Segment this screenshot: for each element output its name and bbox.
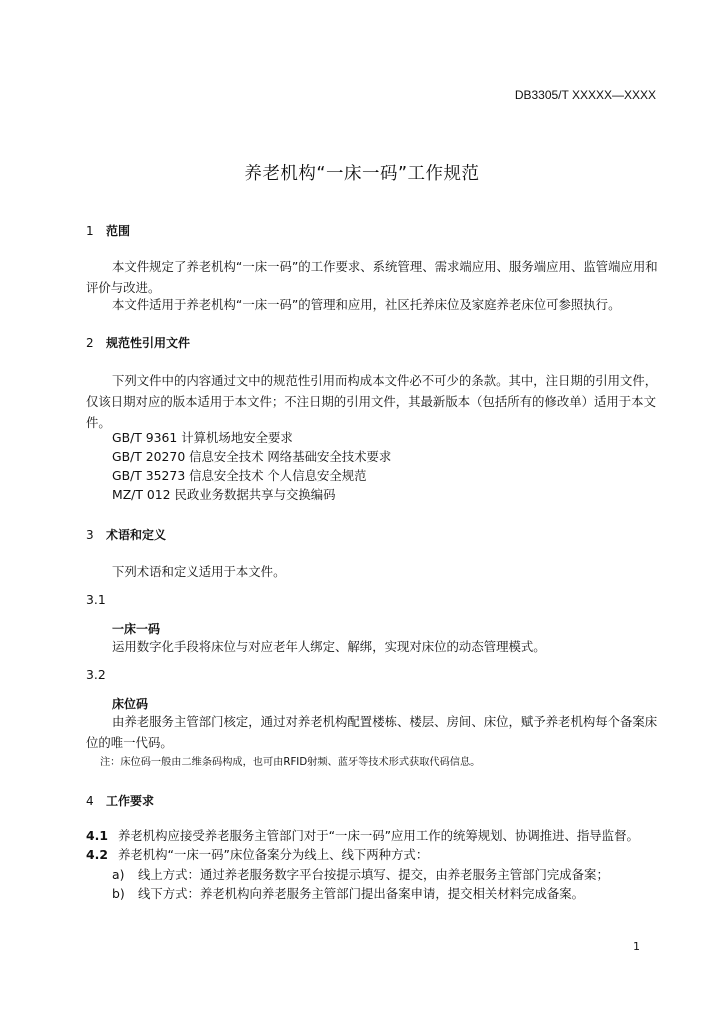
list-item <box>112 865 609 883</box>
section-title: 规范性引用文件 <box>106 336 191 350</box>
term-number: 3.1 <box>86 592 106 607</box>
section-heading-2 <box>86 334 190 351</box>
paragraph: 下列文件中的内容通过文中的规范性引用而构成本文件必不可少的条款。其中，注日期的引用文件，仅该日期对应的版本适用于本文件；不注日期的引用文件，其最新版本（包括所有的修改单）适用于本文件。 <box>86 373 658 430</box>
clause <box>86 826 639 844</box>
section-number: 1 <box>86 224 94 238</box>
paragraph: 下列术语和定义适用于本文件。 <box>112 564 286 579</box>
section-number: 4 <box>86 794 94 808</box>
term-name: 床位码 <box>112 697 149 711</box>
section-heading-4 <box>86 792 154 809</box>
list-item-text: 线下方式：养老机构向养老服务主管部门提出备案申请，提交相关材料完成备案。 <box>138 886 585 901</box>
section-number: 3 <box>86 528 94 542</box>
term-note: 注：床位码一般由二维条码构成，也可由RFID射频、蓝牙等技术形式获取代码信息。 <box>100 757 481 768</box>
reference-item: GB/T 20270 信息安全技术 网络基础安全技术要求 <box>112 449 392 464</box>
paragraph: 本文件规定了养老机构“一床一码”的工作要求、系统管理、需求端应用、服务端应用、监管端应用和评价与改进。 <box>86 259 658 295</box>
list-marker: b) <box>112 886 125 901</box>
reference-item: MZ/T 012 民政业务数据共享与交换编码 <box>112 487 336 502</box>
section-heading-1 <box>86 222 130 239</box>
list-marker: a) <box>112 867 125 882</box>
section-heading-3 <box>86 526 166 543</box>
term-definition: 由养老服务主管部门核定，通过对养老机构配置楼栋、楼层、房间、床位，赋予养老机构每个备案床位的唯一代码。 <box>86 714 658 750</box>
document-title: 养老机构“一床一码”工作规范 <box>244 164 480 184</box>
section-title: 术语和定义 <box>106 528 167 542</box>
clause-number: 4.1 <box>86 828 108 843</box>
section-title: 工作要求 <box>106 794 155 808</box>
term-name: 一床一码 <box>112 622 161 636</box>
section-title: 范围 <box>106 224 131 238</box>
clause-text: 养老机构“一床一码”床位备案分为线上、线下两种方式： <box>118 847 429 862</box>
clause <box>86 845 428 863</box>
term-definition: 运用数字化手段将床位与对应老年人绑定、解绑，实现对床位的动态管理模式。 <box>112 639 546 654</box>
paragraph: 本文件适用于养老机构“一床一码”的管理和应用，社区托养床位及家庭养老床位可参照执行。 <box>112 297 621 312</box>
page-number: 1 <box>633 940 640 953</box>
document-number: DB3305/T XXXXX—XXXX <box>514 88 656 102</box>
term-number: 3.2 <box>86 667 106 682</box>
section-number: 2 <box>86 336 94 350</box>
reference-item: GB/T 35273 信息安全技术 个人信息安全规范 <box>112 468 367 483</box>
reference-item: GB/T 9361 计算机场地安全要求 <box>112 430 293 445</box>
clause-number: 4.2 <box>86 847 108 862</box>
clause-text: 养老机构应接受养老服务主管部门对于“一床一码”应用工作的统筹规划、协调推进、指导监督。 <box>118 828 639 843</box>
list-item-text: 线上方式：通过养老服务数字平台按提示填写、提交，由养老服务主管部门完成备案； <box>138 867 609 882</box>
list-item <box>112 884 584 902</box>
